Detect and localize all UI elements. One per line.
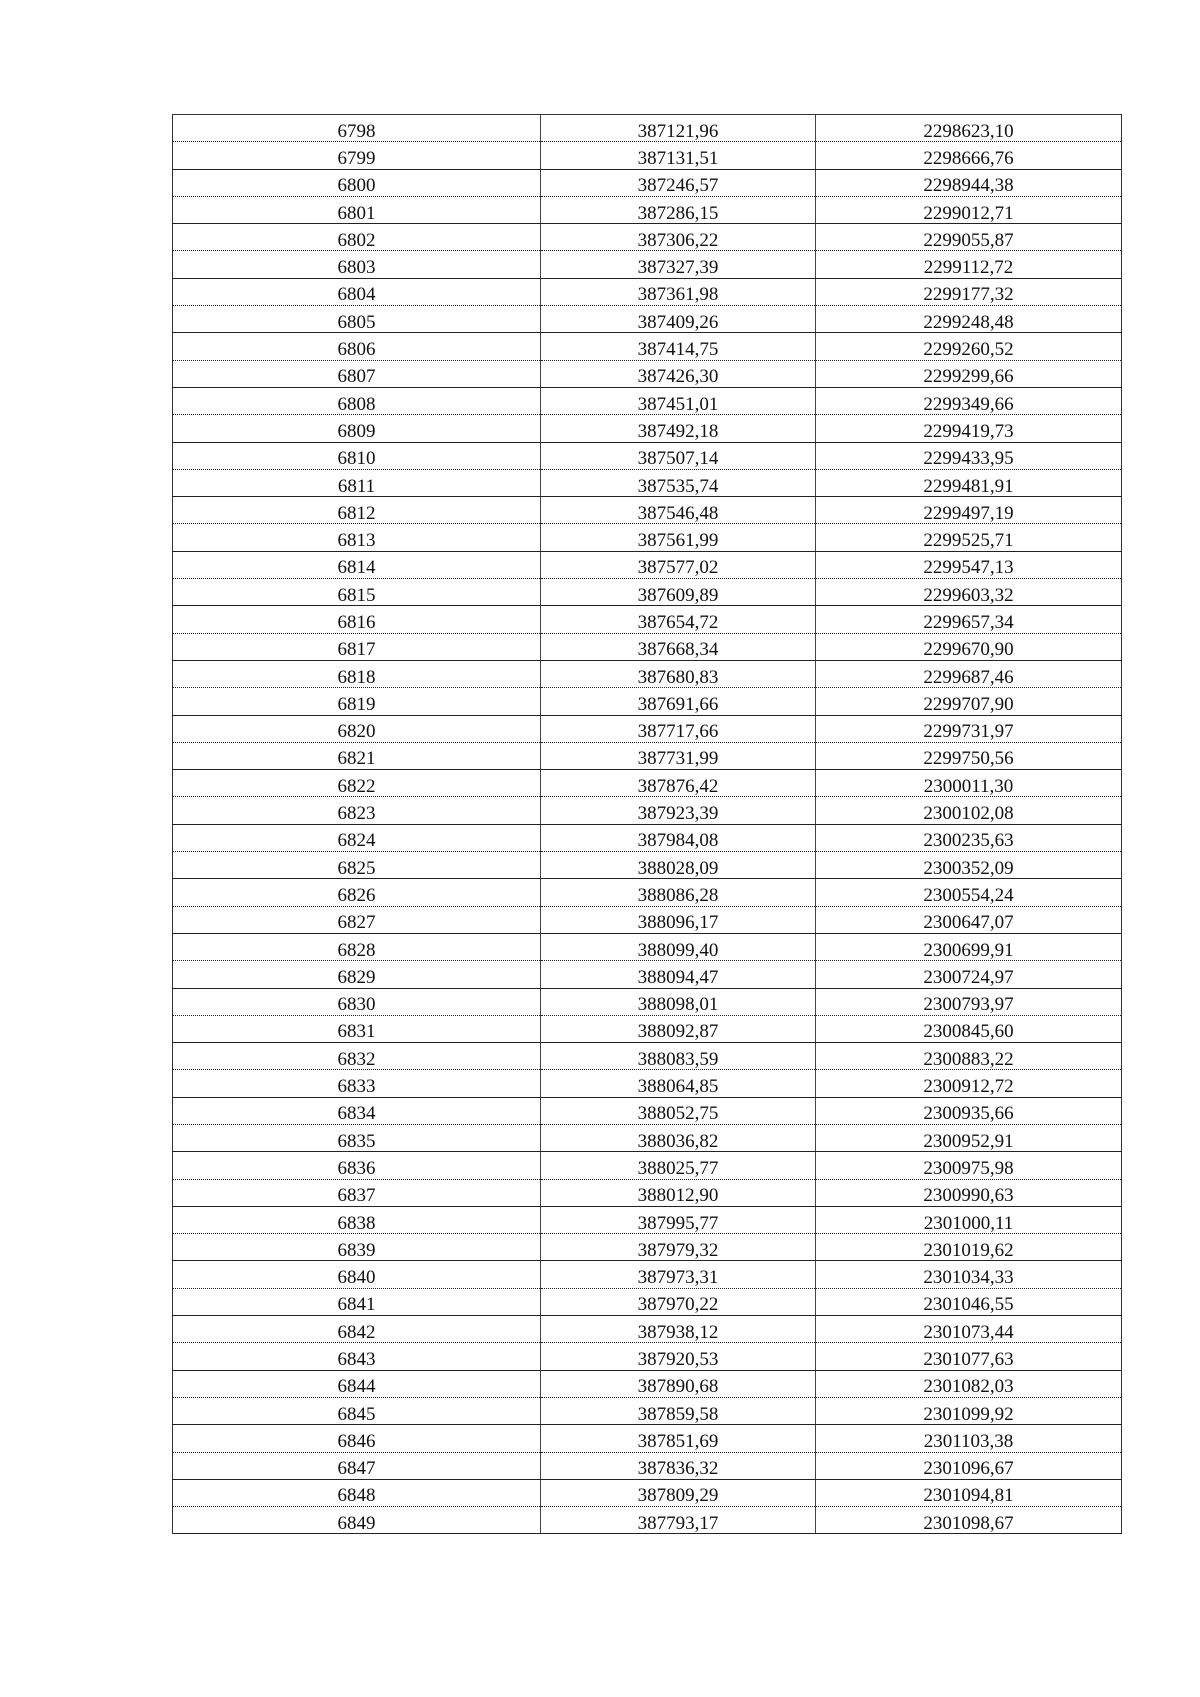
y-coordinate-cell: 2299419,73 (816, 415, 1122, 442)
table-row (173, 715, 1122, 742)
table-row (173, 933, 1122, 960)
y-coordinate-cell: 2301077,63 (816, 1343, 1122, 1370)
x-coordinate-cell: 388092,87 (541, 1015, 816, 1042)
y-coordinate-cell: 2300235,63 (816, 824, 1122, 851)
table-row (173, 1397, 1122, 1424)
table-row (173, 1179, 1122, 1206)
x-coordinate-cell: 387535,74 (541, 469, 816, 496)
point-number-cell: 6826 (173, 879, 541, 906)
point-number-cell: 6812 (173, 497, 541, 524)
x-coordinate-cell: 387938,12 (541, 1316, 816, 1343)
coordinates-table (172, 114, 1122, 1534)
table-row (173, 852, 1122, 879)
table-row (173, 1343, 1122, 1370)
y-coordinate-cell: 2300912,72 (816, 1070, 1122, 1097)
y-coordinate-cell: 2300845,60 (816, 1015, 1122, 1042)
point-number-cell: 6810 (173, 442, 541, 469)
x-coordinate-cell: 387668,34 (541, 633, 816, 660)
table-row (173, 306, 1122, 333)
point-number-cell: 6825 (173, 852, 541, 879)
point-number-cell: 6804 (173, 278, 541, 305)
y-coordinate-cell: 2298666,76 (816, 142, 1122, 169)
x-coordinate-cell: 387836,32 (541, 1452, 816, 1479)
point-number-cell: 6802 (173, 224, 541, 251)
point-number-cell: 6815 (173, 579, 541, 606)
table-row (173, 196, 1122, 223)
x-coordinate-cell: 387561,99 (541, 524, 816, 551)
x-coordinate-cell: 387414,75 (541, 333, 816, 360)
x-coordinate-cell: 387451,01 (541, 387, 816, 414)
y-coordinate-cell: 2300102,08 (816, 797, 1122, 824)
table-row (173, 660, 1122, 687)
table-row (173, 1070, 1122, 1097)
x-coordinate-cell: 387731,99 (541, 742, 816, 769)
table-row (173, 824, 1122, 851)
y-coordinate-cell: 2301096,67 (816, 1452, 1122, 1479)
point-number-cell: 6813 (173, 524, 541, 551)
table-row (173, 1425, 1122, 1452)
y-coordinate-cell: 2300554,24 (816, 879, 1122, 906)
point-number-cell: 6808 (173, 387, 541, 414)
x-coordinate-cell: 387923,39 (541, 797, 816, 824)
table-row (173, 1261, 1122, 1288)
point-number-cell: 6806 (173, 333, 541, 360)
x-coordinate-cell: 387577,02 (541, 551, 816, 578)
x-coordinate-cell: 387426,30 (541, 360, 816, 387)
table-row (173, 169, 1122, 196)
point-number-cell: 6828 (173, 933, 541, 960)
y-coordinate-cell: 2301103,38 (816, 1425, 1122, 1452)
table-row (173, 1288, 1122, 1315)
point-number-cell: 6818 (173, 660, 541, 687)
y-coordinate-cell: 2299260,52 (816, 333, 1122, 360)
x-coordinate-cell: 387131,51 (541, 142, 816, 169)
y-coordinate-cell: 2299177,32 (816, 278, 1122, 305)
table-row (173, 1234, 1122, 1261)
y-coordinate-cell: 2299248,48 (816, 306, 1122, 333)
x-coordinate-cell: 388083,59 (541, 1043, 816, 1070)
x-coordinate-cell: 387984,08 (541, 824, 816, 851)
table-row (173, 442, 1122, 469)
table-row (173, 1124, 1122, 1151)
point-number-cell: 6848 (173, 1479, 541, 1506)
table-row (173, 770, 1122, 797)
point-number-cell: 6801 (173, 196, 541, 223)
table-row (173, 879, 1122, 906)
table-row (173, 742, 1122, 769)
x-coordinate-cell: 388028,09 (541, 852, 816, 879)
table-row (173, 688, 1122, 715)
point-number-cell: 6849 (173, 1507, 541, 1534)
y-coordinate-cell: 2300935,66 (816, 1097, 1122, 1124)
y-coordinate-cell: 2300883,22 (816, 1043, 1122, 1070)
point-number-cell: 6829 (173, 961, 541, 988)
point-number-cell: 6842 (173, 1316, 541, 1343)
table-row (173, 579, 1122, 606)
y-coordinate-cell: 2299687,46 (816, 660, 1122, 687)
point-number-cell: 6824 (173, 824, 541, 851)
x-coordinate-cell: 388012,90 (541, 1179, 816, 1206)
y-coordinate-cell: 2299525,71 (816, 524, 1122, 551)
point-number-cell: 6834 (173, 1097, 541, 1124)
point-number-cell: 6845 (173, 1397, 541, 1424)
point-number-cell: 6809 (173, 415, 541, 442)
x-coordinate-cell: 388064,85 (541, 1070, 816, 1097)
x-coordinate-cell: 388096,17 (541, 906, 816, 933)
table-row (173, 360, 1122, 387)
point-number-cell: 6827 (173, 906, 541, 933)
y-coordinate-cell: 2299547,13 (816, 551, 1122, 578)
point-number-cell: 6807 (173, 360, 541, 387)
y-coordinate-cell: 2300793,97 (816, 988, 1122, 1015)
x-coordinate-cell: 387973,31 (541, 1261, 816, 1288)
y-coordinate-cell: 2298944,38 (816, 169, 1122, 196)
y-coordinate-cell: 2299750,56 (816, 742, 1122, 769)
x-coordinate-cell: 387609,89 (541, 579, 816, 606)
y-coordinate-cell: 2298623,10 (816, 115, 1122, 142)
point-number-cell: 6821 (173, 742, 541, 769)
x-coordinate-cell: 387680,83 (541, 660, 816, 687)
table-row (173, 1015, 1122, 1042)
y-coordinate-cell: 2299731,97 (816, 715, 1122, 742)
y-coordinate-cell: 2301099,92 (816, 1397, 1122, 1424)
point-number-cell: 6830 (173, 988, 541, 1015)
y-coordinate-cell: 2299497,19 (816, 497, 1122, 524)
y-coordinate-cell: 2299349,66 (816, 387, 1122, 414)
x-coordinate-cell: 387890,68 (541, 1370, 816, 1397)
table-row (173, 906, 1122, 933)
x-coordinate-cell: 387859,58 (541, 1397, 816, 1424)
y-coordinate-cell: 2300990,63 (816, 1179, 1122, 1206)
point-number-cell: 6841 (173, 1288, 541, 1315)
y-coordinate-cell: 2299603,32 (816, 579, 1122, 606)
table-row (173, 1479, 1122, 1506)
table-row (173, 224, 1122, 251)
table-row (173, 1316, 1122, 1343)
table-row (173, 961, 1122, 988)
point-number-cell: 6803 (173, 251, 541, 278)
x-coordinate-cell: 387246,57 (541, 169, 816, 196)
x-coordinate-cell: 387970,22 (541, 1288, 816, 1315)
y-coordinate-cell: 2301019,62 (816, 1234, 1122, 1261)
point-number-cell: 6820 (173, 715, 541, 742)
y-coordinate-cell: 2299112,72 (816, 251, 1122, 278)
point-number-cell: 6823 (173, 797, 541, 824)
point-number-cell: 6800 (173, 169, 541, 196)
y-coordinate-cell: 2301034,33 (816, 1261, 1122, 1288)
y-coordinate-cell: 2301094,81 (816, 1479, 1122, 1506)
x-coordinate-cell: 387361,98 (541, 278, 816, 305)
x-coordinate-cell: 387286,15 (541, 196, 816, 223)
table-row (173, 1043, 1122, 1070)
point-number-cell: 6846 (173, 1425, 541, 1452)
y-coordinate-cell: 2300699,91 (816, 933, 1122, 960)
x-coordinate-cell: 387851,69 (541, 1425, 816, 1452)
y-coordinate-cell: 2299657,34 (816, 606, 1122, 633)
table-row (173, 524, 1122, 551)
point-number-cell: 6811 (173, 469, 541, 496)
point-number-cell: 6844 (173, 1370, 541, 1397)
y-coordinate-cell: 2300352,09 (816, 852, 1122, 879)
point-number-cell: 6838 (173, 1206, 541, 1233)
point-number-cell: 6847 (173, 1452, 541, 1479)
point-number-cell: 6843 (173, 1343, 541, 1370)
point-number-cell: 6840 (173, 1261, 541, 1288)
table-row (173, 1370, 1122, 1397)
y-coordinate-cell: 2300975,98 (816, 1152, 1122, 1179)
table-row (173, 415, 1122, 442)
table-row (173, 333, 1122, 360)
table-row (173, 497, 1122, 524)
y-coordinate-cell: 2300647,07 (816, 906, 1122, 933)
point-number-cell: 6814 (173, 551, 541, 578)
y-coordinate-cell: 2299055,87 (816, 224, 1122, 251)
table-row (173, 1452, 1122, 1479)
table-row (173, 988, 1122, 1015)
x-coordinate-cell: 388098,01 (541, 988, 816, 1015)
table-row (173, 251, 1122, 278)
x-coordinate-cell: 388094,47 (541, 961, 816, 988)
x-coordinate-cell: 387507,14 (541, 442, 816, 469)
x-coordinate-cell: 387409,26 (541, 306, 816, 333)
point-number-cell: 6798 (173, 115, 541, 142)
x-coordinate-cell: 388052,75 (541, 1097, 816, 1124)
x-coordinate-cell: 387995,77 (541, 1206, 816, 1233)
table-row (173, 142, 1122, 169)
y-coordinate-cell: 2299433,95 (816, 442, 1122, 469)
point-number-cell: 6832 (173, 1043, 541, 1070)
y-coordinate-cell: 2299481,91 (816, 469, 1122, 496)
y-coordinate-cell: 2299012,71 (816, 196, 1122, 223)
y-coordinate-cell: 2300952,91 (816, 1124, 1122, 1151)
coordinates-table-body (173, 115, 1122, 1534)
x-coordinate-cell: 388099,40 (541, 933, 816, 960)
point-number-cell: 6799 (173, 142, 541, 169)
x-coordinate-cell: 387306,22 (541, 224, 816, 251)
x-coordinate-cell: 387492,18 (541, 415, 816, 442)
table-row (173, 1507, 1122, 1534)
point-number-cell: 6822 (173, 770, 541, 797)
y-coordinate-cell: 2301000,11 (816, 1206, 1122, 1233)
x-coordinate-cell: 387793,17 (541, 1507, 816, 1534)
x-coordinate-cell: 387920,53 (541, 1343, 816, 1370)
y-coordinate-cell: 2300724,97 (816, 961, 1122, 988)
table-row (173, 633, 1122, 660)
y-coordinate-cell: 2301098,67 (816, 1507, 1122, 1534)
y-coordinate-cell: 2299670,90 (816, 633, 1122, 660)
table-row (173, 115, 1122, 142)
table-row (173, 278, 1122, 305)
y-coordinate-cell: 2301046,55 (816, 1288, 1122, 1315)
table-row (173, 387, 1122, 414)
point-number-cell: 6819 (173, 688, 541, 715)
point-number-cell: 6837 (173, 1179, 541, 1206)
x-coordinate-cell: 387691,66 (541, 688, 816, 715)
table-row (173, 551, 1122, 578)
y-coordinate-cell: 2301082,03 (816, 1370, 1122, 1397)
point-number-cell: 6805 (173, 306, 541, 333)
x-coordinate-cell: 388036,82 (541, 1124, 816, 1151)
x-coordinate-cell: 387327,39 (541, 251, 816, 278)
x-coordinate-cell: 388025,77 (541, 1152, 816, 1179)
point-number-cell: 6831 (173, 1015, 541, 1042)
point-number-cell: 6836 (173, 1152, 541, 1179)
point-number-cell: 6817 (173, 633, 541, 660)
x-coordinate-cell: 387809,29 (541, 1479, 816, 1506)
table-row (173, 797, 1122, 824)
table-row (173, 1152, 1122, 1179)
table-row (173, 469, 1122, 496)
point-number-cell: 6835 (173, 1124, 541, 1151)
x-coordinate-cell: 387876,42 (541, 770, 816, 797)
y-coordinate-cell: 2299299,66 (816, 360, 1122, 387)
point-number-cell: 6816 (173, 606, 541, 633)
x-coordinate-cell: 387121,96 (541, 115, 816, 142)
table-row (173, 1097, 1122, 1124)
point-number-cell: 6839 (173, 1234, 541, 1261)
x-coordinate-cell: 387979,32 (541, 1234, 816, 1261)
x-coordinate-cell: 387654,72 (541, 606, 816, 633)
y-coordinate-cell: 2301073,44 (816, 1316, 1122, 1343)
y-coordinate-cell: 2299707,90 (816, 688, 1122, 715)
x-coordinate-cell: 387546,48 (541, 497, 816, 524)
x-coordinate-cell: 388086,28 (541, 879, 816, 906)
table-row (173, 606, 1122, 633)
point-number-cell: 6833 (173, 1070, 541, 1097)
y-coordinate-cell: 2300011,30 (816, 770, 1122, 797)
table-row (173, 1206, 1122, 1233)
x-coordinate-cell: 387717,66 (541, 715, 816, 742)
